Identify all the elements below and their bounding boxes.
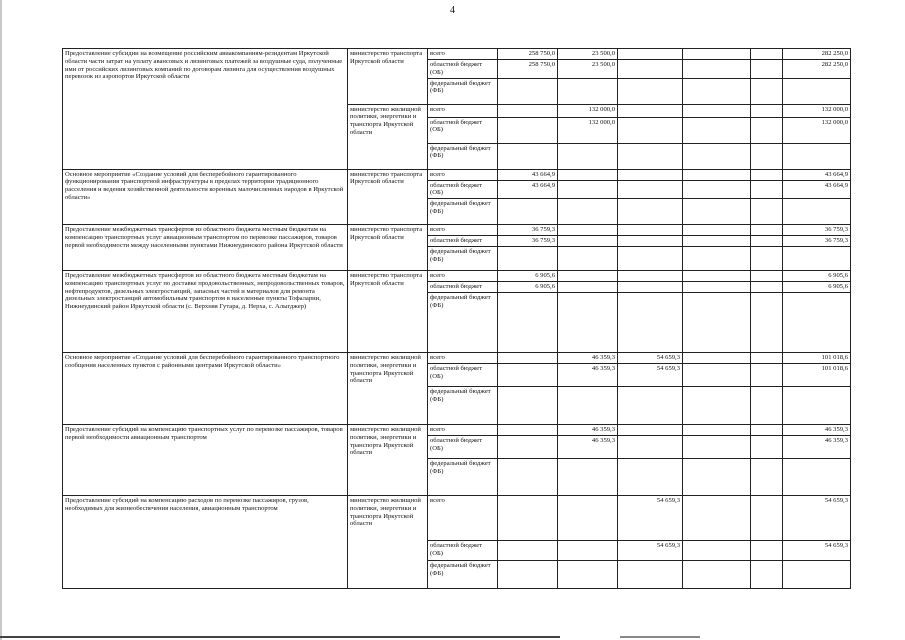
amount-cell: [751, 60, 783, 79]
amount-cell: 132 000,0: [783, 104, 851, 117]
amount-cell: [618, 117, 683, 143]
amount-cell: [683, 353, 751, 364]
table-row: [63, 353, 851, 364]
amount-cell: [558, 541, 618, 561]
amount-cell: [683, 436, 751, 459]
amount-cell: [751, 104, 783, 117]
amount-cell: 36 759,3: [783, 225, 851, 236]
amount-cell: [498, 436, 558, 459]
amount-cell: [618, 425, 683, 436]
budget-table: [62, 48, 851, 589]
page-number: 4: [450, 5, 455, 16]
measure-cell: Предоставление субсидий на компенсацию транспортных услуг по перевозке пассажиров, товаров первой необходимости авиационным транспортом: [63, 425, 348, 496]
amount-cell: [683, 387, 751, 425]
executor-cell: министерство транспорта Иркутской области: [348, 49, 428, 105]
amount-cell: 46 359,3: [558, 436, 618, 459]
amount-cell: [683, 143, 751, 169]
amount-cell: [751, 225, 783, 236]
amount-cell: [683, 199, 751, 225]
amount-cell: [618, 143, 683, 169]
amount-cell: 43 664,9: [783, 180, 851, 199]
amount-cell: [683, 49, 751, 60]
executor-cell: министерство транспорта Иркутской области: [348, 225, 428, 271]
amount-cell: [751, 425, 783, 436]
amount-cell: 6 905,6: [498, 271, 558, 282]
amount-cell: [558, 293, 618, 353]
amount-cell: 46 359,3: [783, 425, 851, 436]
scan-edge: [0, 0, 2, 640]
executor-cell: министерство жилищной политики, энергетики и транспорта Иркутской области: [348, 104, 428, 169]
amount-cell: [618, 387, 683, 425]
scan-footer-line: [0, 636, 905, 638]
amount-cell: [751, 353, 783, 364]
amount-cell: [783, 247, 851, 271]
measure-cell: Предоставление субсидий на компенсацию расходов по перевозке пассажиров, грузов, необходимых для жизнеобеспечения населения, авиационным транспортом: [63, 496, 348, 589]
amount-cell: [783, 78, 851, 104]
funding-source-cell: областной бюджет: [428, 236, 498, 247]
funding-source-cell: федеральный бюджет (ФБ): [428, 387, 498, 425]
amount-cell: 54 659,3: [783, 496, 851, 541]
amount-cell: [498, 353, 558, 364]
measure-cell: Основное мероприятие «Создание условий для бесперебойного гарантированного транспортного сообщения населенных пунктов с районными центрами Иркутской области»: [63, 353, 348, 425]
funding-source-cell: федеральный бюджет (ФБ): [428, 247, 498, 271]
amount-cell: [751, 180, 783, 199]
amount-cell: [783, 459, 851, 496]
amount-cell: [498, 293, 558, 353]
amount-cell: [498, 143, 558, 169]
funding-source-cell: областной бюджет: [428, 282, 498, 293]
amount-cell: [618, 78, 683, 104]
amount-cell: 258 750,0: [498, 60, 558, 79]
amount-cell: [558, 78, 618, 104]
funding-source-cell: областной бюджет (ОБ): [428, 436, 498, 459]
funding-source-cell: областной бюджет (ОБ): [428, 117, 498, 143]
amount-cell: [498, 496, 558, 541]
amount-cell: [558, 225, 618, 236]
amount-cell: [783, 143, 851, 169]
amount-cell: 23 500,0: [558, 49, 618, 60]
amount-cell: [558, 387, 618, 425]
amount-cell: 36 759,3: [783, 236, 851, 247]
funding-source-cell: всего: [428, 496, 498, 541]
amount-cell: [618, 282, 683, 293]
amount-cell: [498, 364, 558, 387]
amount-cell: [618, 180, 683, 199]
amount-cell: 54 659,3: [618, 496, 683, 541]
funding-source-cell: всего: [428, 49, 498, 60]
amount-cell: [751, 236, 783, 247]
funding-source-cell: федеральный бюджет (ФБ): [428, 78, 498, 104]
amount-cell: [751, 293, 783, 353]
amount-cell: [618, 271, 683, 282]
amount-cell: 54 659,3: [783, 541, 851, 561]
amount-cell: [751, 247, 783, 271]
amount-cell: [498, 541, 558, 561]
funding-source-cell: областной бюджет (ОБ): [428, 541, 498, 561]
funding-source-cell: федеральный бюджет (ФБ): [428, 199, 498, 225]
amount-cell: [558, 180, 618, 199]
amount-cell: [618, 60, 683, 79]
amount-cell: [683, 247, 751, 271]
amount-cell: 6 905,6: [783, 282, 851, 293]
amount-cell: [683, 459, 751, 496]
amount-cell: [683, 236, 751, 247]
funding-source-cell: всего: [428, 353, 498, 364]
amount-cell: [683, 541, 751, 561]
amount-cell: [558, 496, 618, 541]
amount-cell: 36 759,3: [498, 236, 558, 247]
amount-cell: 6 905,6: [498, 282, 558, 293]
amount-cell: [618, 293, 683, 353]
table-row: [63, 496, 851, 541]
amount-cell: [683, 425, 751, 436]
amount-cell: [751, 541, 783, 561]
amount-cell: [751, 271, 783, 282]
table-row: [63, 425, 851, 436]
funding-source-cell: федеральный бюджет (ФБ): [428, 561, 498, 589]
amount-cell: 54 659,3: [618, 364, 683, 387]
amount-cell: [751, 117, 783, 143]
amount-cell: [498, 117, 558, 143]
amount-cell: [683, 169, 751, 180]
amount-cell: [683, 271, 751, 282]
amount-cell: 23 500,0: [558, 60, 618, 79]
measure-cell: Предоставление межбюджетных трансфертов из областного бюджета местным бюджетам на компенсацию транспортных услуг по доставке продовольственных, непродовольственных товаров, нефтепродуктов, дизельных электростанций, запасных частей и материалов для ремонта дизельных электростанций автомобильным транспортом в населенные пункты Тофаларии, Нижнеудинский район Иркутской области (с. Верхняя Гутара, д. Нерха, с. Алыгджер): [63, 271, 348, 353]
amount-cell: 46 359,3: [558, 364, 618, 387]
funding-source-cell: федеральный бюджет (ФБ): [428, 293, 498, 353]
amount-cell: 6 905,6: [783, 271, 851, 282]
funding-source-cell: всего: [428, 425, 498, 436]
table-row: [63, 271, 851, 282]
funding-source-cell: областной бюджет (ОБ): [428, 364, 498, 387]
amount-cell: [683, 282, 751, 293]
amount-cell: 54 659,3: [618, 353, 683, 364]
amount-cell: [751, 169, 783, 180]
executor-cell: министерство жилищной политики, энергетики и транспорта Иркутской области: [348, 496, 428, 589]
amount-cell: 43 664,9: [783, 169, 851, 180]
amount-cell: [558, 236, 618, 247]
amount-cell: [751, 387, 783, 425]
amount-cell: [618, 247, 683, 271]
amount-cell: [683, 496, 751, 541]
amount-cell: [498, 425, 558, 436]
amount-cell: [783, 199, 851, 225]
amount-cell: [683, 117, 751, 143]
amount-cell: [558, 271, 618, 282]
amount-cell: [683, 78, 751, 104]
amount-cell: [618, 561, 683, 589]
amount-cell: [783, 561, 851, 589]
table-row: [63, 169, 851, 180]
amount-cell: [558, 143, 618, 169]
measure-cell: Основное мероприятие «Создание условий для бесперебойного гарантированного функционирования транспортной инфраструктуры в пределах территории традиционного расселения и ведения хозяйственной деятельности коренных малочисленных народов в Иркутской области»: [63, 169, 348, 225]
amount-cell: 132 000,0: [558, 117, 618, 143]
funding-source-cell: областной бюджет (ОБ): [428, 60, 498, 79]
amount-cell: [558, 561, 618, 589]
amount-cell: [498, 78, 558, 104]
amount-cell: 101 018,6: [783, 353, 851, 364]
amount-cell: [498, 459, 558, 496]
funding-source-cell: всего: [428, 225, 498, 236]
amount-cell: [618, 49, 683, 60]
amount-cell: [498, 561, 558, 589]
executor-cell: министерство жилищной политики, энергетики и транспорта Иркутской области: [348, 353, 428, 425]
amount-cell: [618, 459, 683, 496]
amount-cell: [751, 459, 783, 496]
amount-cell: [683, 561, 751, 589]
measure-cell: Предоставление субсидии на возмещение российским авиакомпаниям-резидентам Иркутской области части затрат на уплату авансовых и лизинговых платежей за воздушные суда, полученные ими от российских лизинговых компаний по договорам лизинга для осуществления воздушных перевозок из аэропортов Иркутской области: [63, 49, 348, 170]
funding-source-cell: всего: [428, 169, 498, 180]
amount-cell: [683, 180, 751, 199]
funding-source-cell: федеральный бюджет (ФБ): [428, 459, 498, 496]
amount-cell: [683, 60, 751, 79]
executor-cell: министерство транспорта Иркутской области: [348, 271, 428, 353]
amount-cell: [751, 78, 783, 104]
funding-source-cell: всего: [428, 104, 498, 117]
amount-cell: [618, 436, 683, 459]
funding-source-cell: федеральный бюджет (ФБ): [428, 143, 498, 169]
amount-cell: 101 018,6: [783, 364, 851, 387]
measure-cell: Предоставление межбюджетных трансфертов из областного бюджета местным бюджетам на компенсацию транспортных услуг авиационным транспортом по перевозке пассажиров, товаров первой необходимости между населенными пунктами Нижнеудинского района Иркутской области: [63, 225, 348, 271]
amount-cell: [618, 169, 683, 180]
amount-cell: [783, 293, 851, 353]
amount-cell: 54 659,3: [618, 541, 683, 561]
amount-cell: 132 000,0: [558, 104, 618, 117]
funding-source-cell: всего: [428, 271, 498, 282]
amount-cell: 43 664,9: [498, 180, 558, 199]
amount-cell: [683, 104, 751, 117]
amount-cell: [498, 104, 558, 117]
amount-cell: [683, 225, 751, 236]
amount-cell: [751, 282, 783, 293]
amount-cell: [558, 282, 618, 293]
amount-cell: [683, 293, 751, 353]
amount-cell: 43 664,9: [498, 169, 558, 180]
amount-cell: [751, 496, 783, 541]
amount-cell: [618, 199, 683, 225]
amount-cell: [751, 199, 783, 225]
amount-cell: [618, 104, 683, 117]
amount-cell: [751, 436, 783, 459]
amount-cell: [498, 199, 558, 225]
amount-cell: [498, 387, 558, 425]
amount-cell: [751, 49, 783, 60]
amount-cell: 132 000,0: [783, 117, 851, 143]
executor-cell: министерство жилищной политики, энергетики и транспорта Иркутской области: [348, 425, 428, 496]
amount-cell: 36 759,3: [498, 225, 558, 236]
amount-cell: 282 250,0: [783, 60, 851, 79]
table-row: [63, 225, 851, 236]
amount-cell: [558, 247, 618, 271]
funding-source-cell: областной бюджет (ОБ): [428, 180, 498, 199]
amount-cell: [751, 364, 783, 387]
amount-cell: 258 750,0: [498, 49, 558, 60]
amount-cell: [558, 169, 618, 180]
table-row: [63, 49, 851, 60]
amount-cell: 46 359,3: [558, 353, 618, 364]
amount-cell: [783, 387, 851, 425]
amount-cell: [558, 459, 618, 496]
amount-cell: [751, 561, 783, 589]
amount-cell: [618, 225, 683, 236]
amount-cell: 46 359,3: [783, 436, 851, 459]
amount-cell: [618, 236, 683, 247]
amount-cell: [558, 199, 618, 225]
amount-cell: 282 250,0: [783, 49, 851, 60]
amount-cell: [498, 247, 558, 271]
amount-cell: 46 359,3: [558, 425, 618, 436]
amount-cell: [683, 364, 751, 387]
amount-cell: [751, 143, 783, 169]
executor-cell: министерство транспорта Иркутской области: [348, 169, 428, 225]
